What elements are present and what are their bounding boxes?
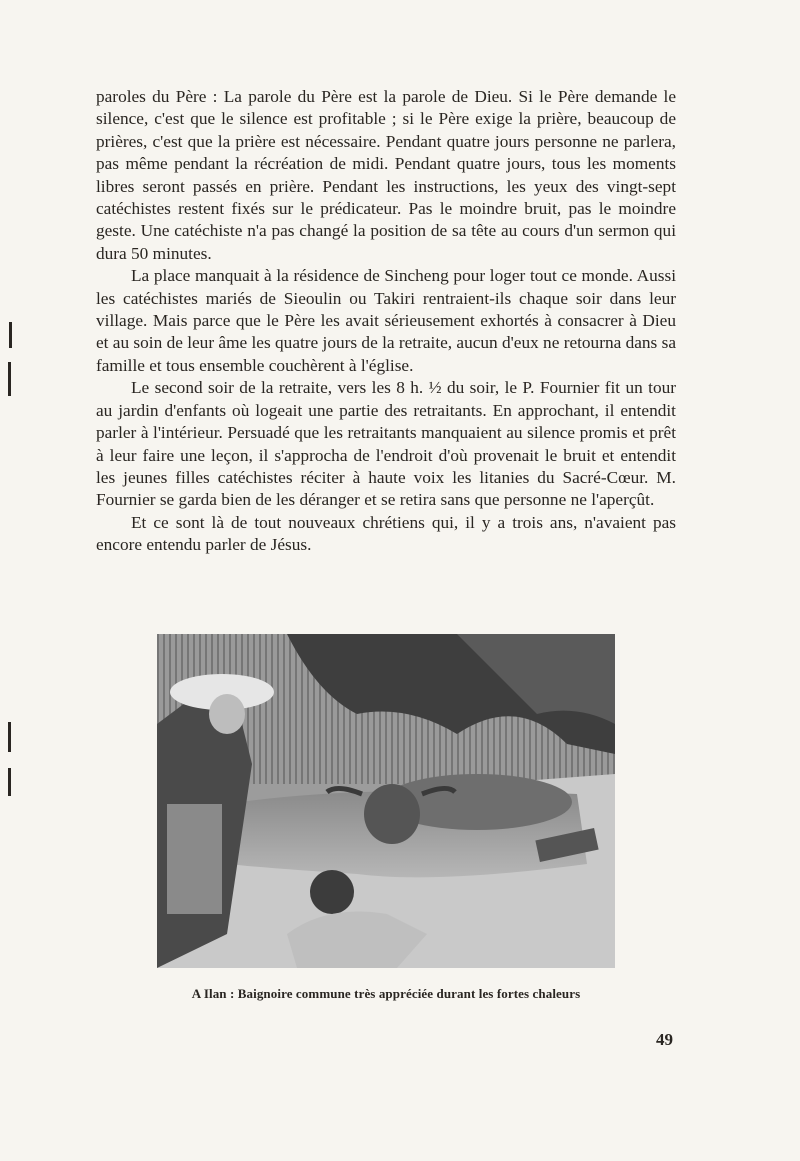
paragraph-4: Et ce sont là de tout nouveaux chrétiens qui, il y a trois ans, n'avaient pas encore entendu parler de Jésus. xyxy=(96,512,676,555)
photo-caption: A Ilan : Baignoire commune très appréciée durant les fortes chaleurs xyxy=(191,986,581,1001)
child-head xyxy=(310,870,354,914)
page-number: 49 xyxy=(656,1030,673,1049)
girl-skirt xyxy=(167,804,222,914)
paragraph-2: La place manquait à la résidence de Sincheng pour loger tout ce monde. Aussi les catéchistes mariés de Sieoulin ou Takiri rentraient-ils chaque soir dans leur village. Mais parce que le Père les avait sérieusement exhortés à consacrer à Dieu et au soin de leur âme les quatre jours de la retraite, aucun d'eux ne retourna dans sa famille et tous ensemble couchèrent à l'église. xyxy=(96,266,676,375)
buffalo-head xyxy=(364,784,420,844)
photo-buffalo-bath xyxy=(157,634,615,968)
margin-mark-2 xyxy=(8,362,11,396)
body-text xyxy=(96,86,676,557)
photo-illustration xyxy=(157,634,615,968)
margin-mark-3 xyxy=(8,722,11,752)
margin-mark-1 xyxy=(9,322,12,348)
margin-mark-4 xyxy=(8,768,11,796)
paragraph-1: paroles du Père : La parole du Père est la parole de Dieu. Si le Père demande le silence, c'est que le silence est profitable ; si le Père exige la prière, beaucoup de prières, c'est que la prière est nécessaire. Pendant quatre jours personne ne parlera, pas même pendant la récréation de midi. Pendant quatre jours, tous les moments libres seront passés en prière. Pendant les instructions, les yeux des vingt-sept catéchistes restent fixés sur le prédicateur. Pas le moindre bruit, pas le moindre geste. Une catéchiste n'a pas changé la position de sa tête au cours d'un sermon qui dura 50 minutes. xyxy=(96,87,676,263)
girl-face xyxy=(209,694,245,734)
paragraph-3: Le second soir de la retraite, vers les 8 h. ½ du soir, le P. Fournier fit un tour au jardin d'enfants où logeait une partie des retraitants. En approchant, il entendit parler à l'intérieur. Persuadé que les retraitants manquaient au silence promis et prêt à leur faire une leçon, il s'approcha de l'endroit d'où provenait le bruit et entendit les jeunes filles catéchistes réciter à haute voix les litanies du Sacré-Cœur. M. Fournier se garda bien de les déranger et se retira sans que personne ne l'aperçût. xyxy=(96,378,676,510)
